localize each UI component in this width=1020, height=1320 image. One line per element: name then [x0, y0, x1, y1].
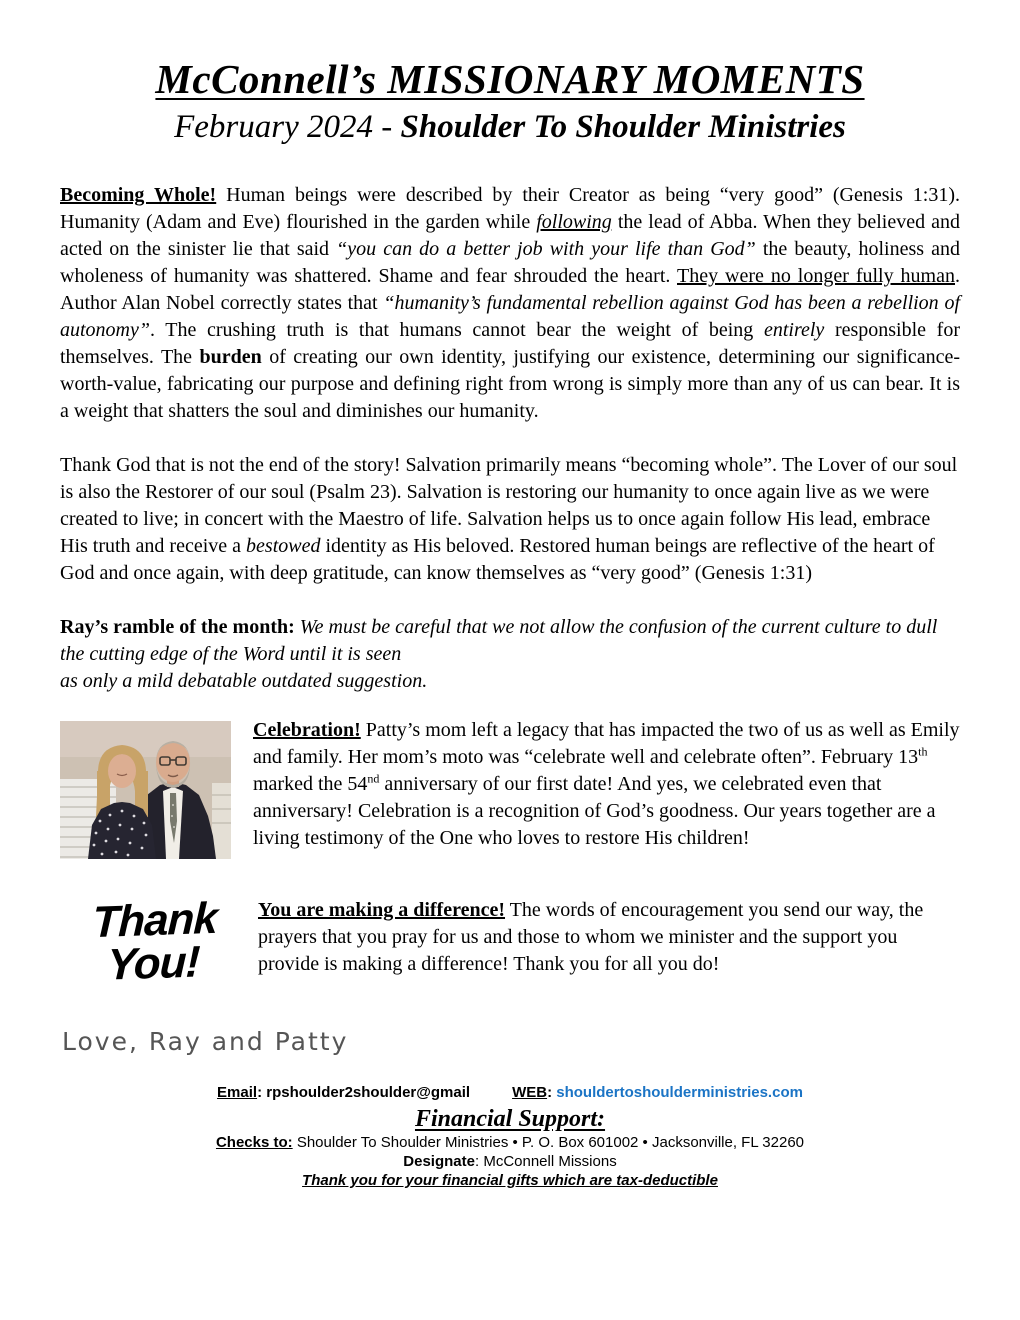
text-run: Human beings were described by their Creator as being “very good” (Genesis 1:31). Humanity (Adam and Eve) flourished in the garden while — [60, 183, 960, 233]
becoming-whole-heading: Becoming Whole! — [60, 183, 217, 206]
paragraph-rays-ramble — [60, 614, 960, 695]
newsletter-subtitle — [60, 108, 960, 148]
thank-you-line1: Thank — [91, 893, 218, 947]
text-run-emphasis: entirely — [763, 318, 825, 341]
text-run: the beauty, holiness and wholeness of humanity was shattered. Shame and fear shrouded the heart. — [60, 237, 960, 287]
signature: Love, Ray and Patty — [62, 1027, 349, 1056]
website-link[interactable]: shouldertoshoulderministries.com — [556, 1084, 803, 1101]
text-run: The words of encouragement you send our way, the prayers that you pray for us and those to whom we minister and the support you provide is making a difference! Thank you for all you do! — [258, 898, 924, 975]
paragraph-becoming-whole — [60, 182, 960, 425]
designate-line — [60, 1153, 960, 1171]
footer — [60, 1084, 960, 1190]
text-run-following: following — [536, 210, 612, 233]
text-run: . The crushing truth is that humans cannot bear the weight of being — [150, 318, 764, 341]
text-run: of creating our own identity, justifying our existence, determining our significance-worth-value, fabricating our purpose and defining right from wrong is simply more than any of us can bear. It is a weight that shatters the soul and diminishes our humanity. — [60, 345, 960, 422]
web-separator: : — [547, 1084, 557, 1101]
email-label: Email — [217, 1084, 258, 1101]
text-run: the lead of Abba. When they believed and acted on the sinister lie that said — [60, 210, 960, 260]
text-run-quote: We must be careful that we not allow the confusion of the current culture to dull the cutting edge of the Word until it is seen — [60, 615, 938, 665]
newsletter-title — [60, 55, 960, 104]
text-run-underlined: They were no longer fully human — [677, 264, 955, 287]
ordinal-suffix: th — [918, 744, 928, 759]
text-run: Patty’s mom left a legacy that has impacted the two of us as well as Emily and family. Her mom’s moto was “celebrate well and celebrate often”. February 13 — [253, 718, 960, 768]
subtitle-date: February 2024 - — [174, 109, 401, 146]
text-run-quote: “you can do a better job with your life than God” — [336, 237, 756, 260]
text-run: . Author Alan Nobel correctly states that — [60, 264, 960, 314]
financial-support-heading: Financial Support: — [414, 1106, 606, 1132]
rays-ramble-heading: Ray’s ramble of the month: — [60, 615, 295, 638]
couple-photo — [60, 721, 231, 859]
difference-section — [60, 893, 960, 990]
email-value: : rpshoulder2shoulder@gmail — [257, 1084, 471, 1101]
checks-line — [60, 1134, 960, 1152]
text-run-quote: “humanity’s fundamental rebellion against God has been a rebellion of autonomy” — [60, 291, 960, 341]
checks-to-label: Checks to: — [215, 1134, 293, 1151]
text-run: anniversary of our first date! And yes, we celebrated even that anniversary! Celebration is a recognition of God’s goodness. Our years together are a living testimony of the One who loves to restore His children! — [253, 772, 936, 849]
celebration-heading: Celebration! — [253, 718, 361, 741]
celebration-section — [60, 717, 960, 863]
text-run: marked the 54 — [253, 772, 368, 795]
web-label: WEB — [512, 1084, 548, 1101]
text-run: identity as His beloved. Restored human beings are reflective of the heart of God and once again, with deep gratitude, can know themselves as “very good” (Genesis 1:31) — [60, 534, 935, 584]
ordinal-suffix: nd — [367, 771, 380, 786]
designate-label: Designate — [403, 1153, 475, 1170]
thank-you-graphic — [73, 893, 236, 990]
designate-value: : McConnell Missions — [474, 1153, 617, 1170]
paragraph-thank-god — [60, 452, 960, 587]
contact-line — [60, 1084, 960, 1102]
text-run-emphasis: bestowed — [246, 534, 321, 557]
masthead — [60, 55, 960, 148]
subtitle-ministry-name: Shoulder To Shoulder Ministries — [400, 109, 846, 146]
newsletter-title-text: McConnell’s MISSIONARY MOMENTS — [155, 56, 865, 102]
checks-to-value: Shoulder To Shoulder Ministries • P. O. Box 601002 • Jacksonville, FL 32260 — [292, 1134, 805, 1151]
thank-you-line2: You! — [106, 937, 201, 990]
text-run: responsible for themselves. The — [60, 318, 960, 368]
text-run: Thank God that is not the end of the story! Salvation primarily means “becoming whole”. The Lover of our soul is also the Restorer of our soul (Psalm 23). Salvation is restoring our humanity to once again live as we were created to live; in concert with the Maestro of life. Salvation helps us to once again follow His lead, embrace His truth and receive a — [60, 453, 958, 557]
difference-heading: You are making a difference! — [258, 898, 506, 921]
text-run-quote: as only a mild debatable outdated suggestion. — [60, 669, 428, 692]
tax-deductible-note: Thank you for your financial gifts which are tax-deductible — [302, 1172, 718, 1189]
text-run-bold: burden — [199, 345, 262, 368]
